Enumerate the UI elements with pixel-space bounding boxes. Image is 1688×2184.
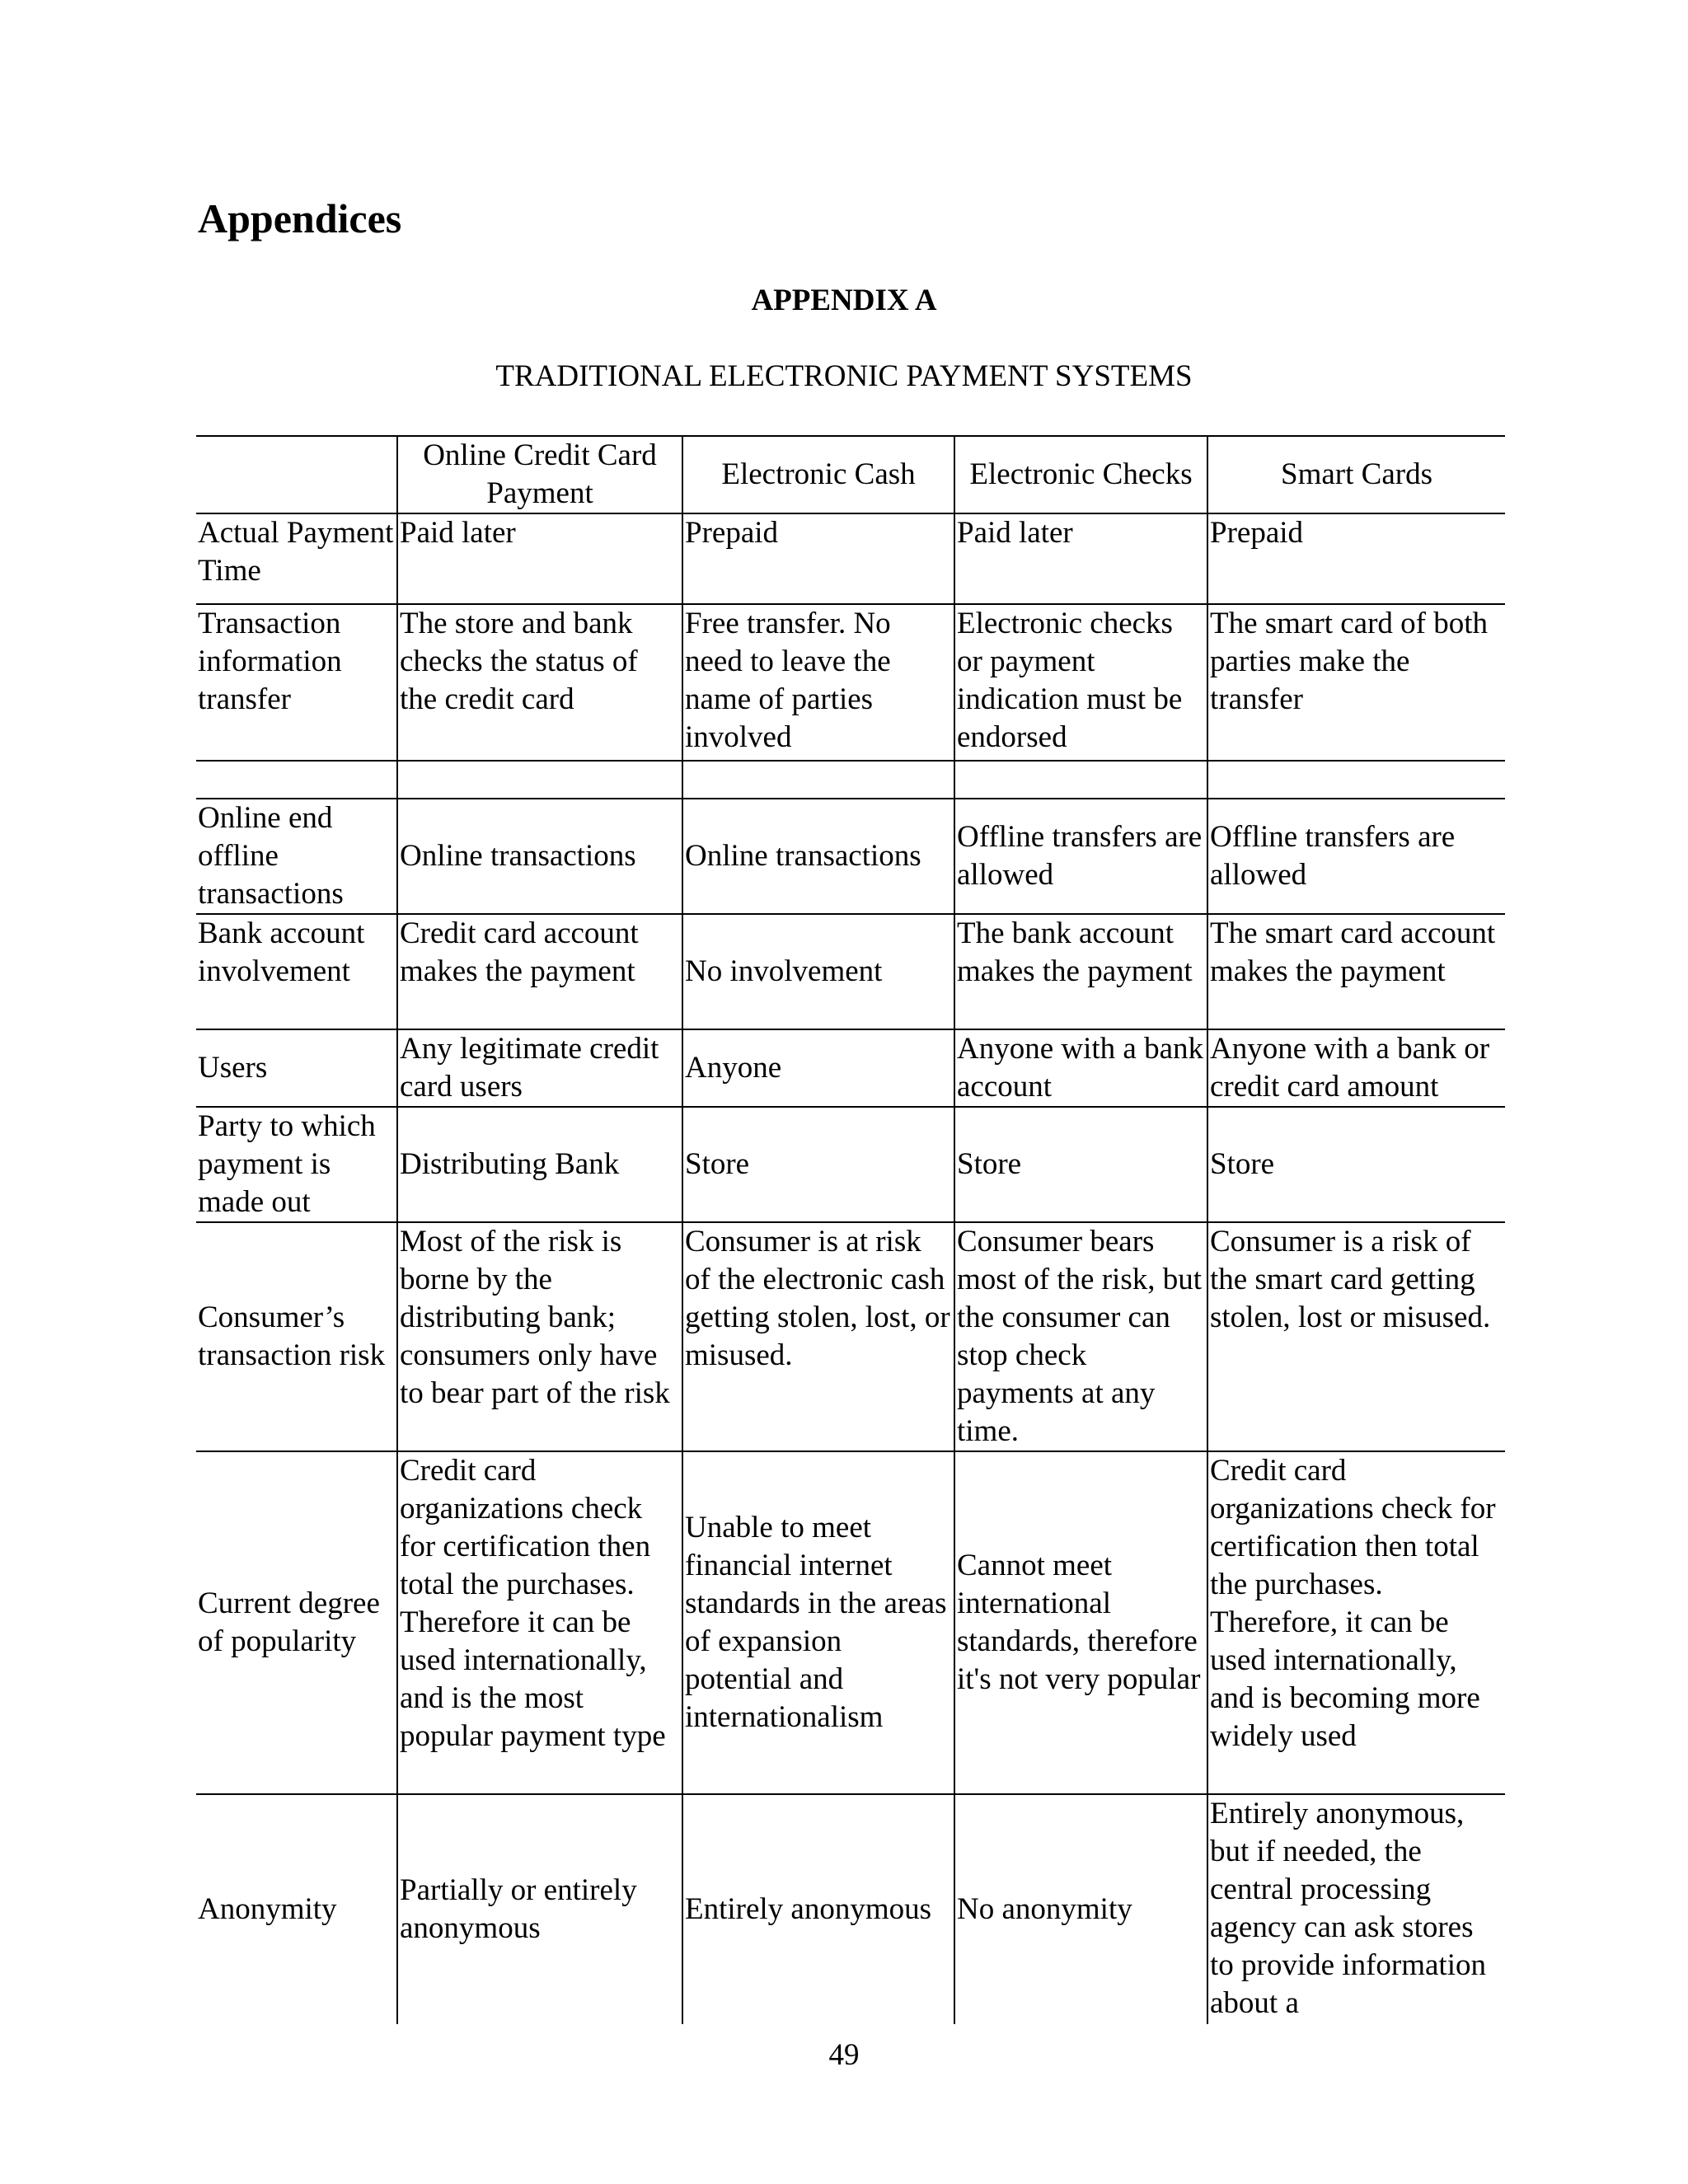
table-cell — [397, 761, 682, 799]
table-row — [196, 799, 1505, 914]
table-cell — [1207, 761, 1505, 799]
table-cell: Credit card organizations check for certification then total the purchases. Therefore, it can be used internationally, and is becoming more widely used — [1207, 1451, 1505, 1794]
table-cell: Credit card account makes the payment — [397, 914, 682, 1029]
table-cell: Entirely anonymous — [682, 1794, 954, 2024]
table-cell: Paid later — [397, 513, 682, 604]
row-label: Anonymity — [196, 1794, 397, 2024]
table-cell: Online transactions — [682, 799, 954, 914]
table-cell: Store — [682, 1107, 954, 1222]
table-cell: Free transfer. No need to leave the name of parties involved — [682, 604, 954, 761]
table-row — [196, 1107, 1505, 1222]
header-smart-cards: Smart Cards — [1207, 436, 1505, 513]
table-cell: Prepaid — [1207, 513, 1505, 604]
table-cell: Paid later — [954, 513, 1207, 604]
table-cell — [682, 761, 954, 799]
row-label: Party to which payment is made out — [196, 1107, 397, 1222]
table-cell: Prepaid — [682, 513, 954, 604]
row-label: Consumer’s transaction risk — [196, 1222, 397, 1451]
table-cell: The bank account makes the payment — [954, 914, 1207, 1029]
table-cell: The smart card of both parties make the transfer — [1207, 604, 1505, 761]
table-cell: Distributing Bank — [397, 1107, 682, 1222]
table-row-empty — [196, 761, 1505, 799]
table-cell: Credit card organizations check for certification then total the purchases. Therefore it can be used internationally, and is the most popular payment type — [397, 1451, 682, 1794]
page-number: 49 — [828, 2038, 860, 2072]
table-cell: Electronic checks or payment indication must be endorsed — [954, 604, 1207, 761]
table-cell: Anyone with a bank or credit card amount — [1207, 1029, 1505, 1107]
row-label: Users — [196, 1029, 397, 1107]
table-cell: Consumer bears most of the risk, but the consumer can stop check payments at any time. — [954, 1222, 1207, 1451]
table-row — [196, 1029, 1505, 1107]
table-cell: Store — [954, 1107, 1207, 1222]
header-electronic-checks: Electronic Checks — [954, 436, 1207, 513]
table-cell: Consumer is a risk of the smart card getting stolen, lost or misused. — [1207, 1222, 1505, 1451]
table-cell: The smart card account makes the payment — [1207, 914, 1505, 1029]
table-row — [196, 1222, 1505, 1451]
row-label: Transaction information transfer — [196, 604, 397, 761]
payment-systems-table — [196, 435, 1505, 2024]
table-cell: Online transactions — [397, 799, 682, 914]
table-cell: Cannot meet international standards, therefore it's not very popular — [954, 1451, 1207, 1794]
row-label: Actual Payment Time — [196, 513, 397, 604]
table-row — [196, 513, 1505, 604]
table-cell — [954, 761, 1207, 799]
table-cell: Most of the risk is borne by the distributing bank; consumers only have to bear part of the risk — [397, 1222, 682, 1451]
appendix-subtitle: TRADITIONAL ELECTRONIC PAYMENT SYSTEMS — [495, 359, 1193, 393]
table-cell: Store — [1207, 1107, 1505, 1222]
table-header-row — [196, 436, 1505, 513]
table-row — [196, 1451, 1505, 1794]
table-cell: The store and bank checks the status of the credit card — [397, 604, 682, 761]
table-cell: Entirely anonymous, but if needed, the central processing agency can ask stores to provide information about a — [1207, 1794, 1505, 2024]
row-label — [196, 761, 397, 799]
table-cell: Any legitimate credit card users — [397, 1029, 682, 1107]
table-cell: Offline transfers are allowed — [954, 799, 1207, 914]
table-cell: Offline transfers are allowed — [1207, 799, 1505, 914]
row-label: Current degree of popularity — [196, 1451, 397, 1794]
header-cell-empty — [196, 436, 397, 513]
table-row — [196, 1794, 1505, 2024]
header-electronic-cash: Electronic Cash — [682, 436, 954, 513]
table-cell: No anonymity — [954, 1794, 1207, 2024]
table-cell: Unable to meet financial internet standards in the areas of expansion potential and internationalism — [682, 1451, 954, 1794]
table-row — [196, 604, 1505, 761]
table-cell: No involvement — [682, 914, 954, 1029]
table-cell: Anyone — [682, 1029, 954, 1107]
header-online-credit-card: Online Credit Card Payment — [397, 436, 682, 513]
row-label: Bank account involvement — [196, 914, 397, 1029]
page-heading: Appendices — [198, 195, 402, 241]
appendix-title: APPENDIX A — [751, 284, 937, 317]
table-cell: Consumer is at risk of the electronic cash getting stolen, lost, or misused. — [682, 1222, 954, 1451]
table-cell: Anyone with a bank account — [954, 1029, 1207, 1107]
row-label: Online end offline transactions — [196, 799, 397, 914]
table-cell: Partially or entirely anonymous — [397, 1794, 682, 2024]
table-row — [196, 914, 1505, 1029]
